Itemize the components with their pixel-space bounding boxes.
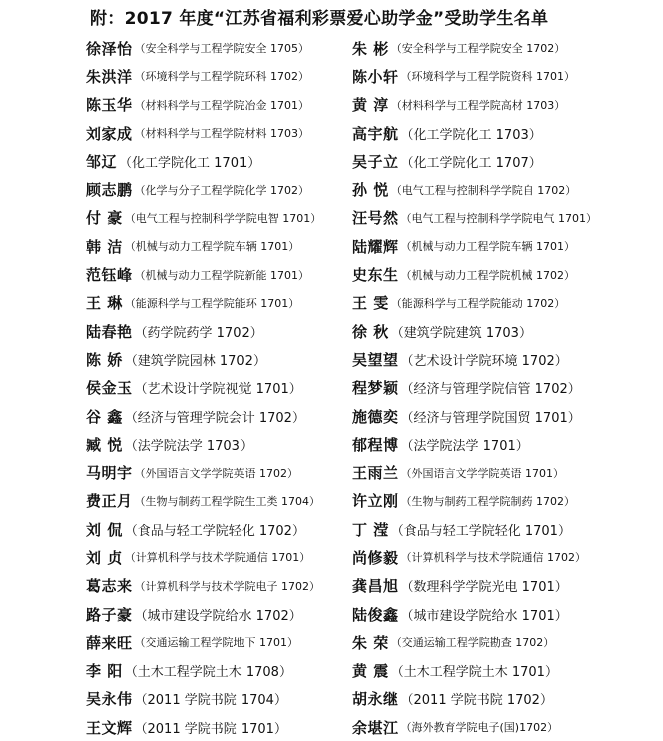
student-affiliation: （经济与管理学院信管 1702）: [400, 382, 581, 398]
list-item: [86, 713, 321, 741]
student-affiliation: （食品与轻工学院轻化 1701）: [390, 523, 571, 539]
student-affiliation: （生物与制药工程学院制药 1702）: [400, 494, 576, 508]
list-item: [86, 289, 321, 317]
list-item: [86, 119, 321, 147]
student-name: 吴永伟: [86, 690, 133, 709]
list-item: [86, 628, 321, 656]
list-item: [86, 232, 321, 260]
list-item: [352, 430, 597, 458]
list-item: [352, 91, 597, 119]
student-affiliation: （法学院法学 1703）: [124, 438, 253, 454]
student-affiliation: （机械与动力工程学院机械 1702）: [400, 268, 576, 282]
student-affiliation: （食品与轻工学院轻化 1702）: [124, 523, 305, 539]
list-item: [86, 600, 321, 628]
student-affiliation: （能源科学与工程学院能动 1702）: [390, 296, 566, 310]
student-affiliation: （计算机科学与技术学院通信 1701）: [124, 551, 311, 565]
list-item: [352, 204, 597, 232]
student-affiliation: （能源科学与工程学院能环 1701）: [124, 296, 300, 310]
list-item: [352, 147, 597, 175]
list-item: [86, 685, 321, 713]
list-item: [352, 175, 597, 203]
student-name: 许立刚: [352, 492, 399, 511]
student-affiliation: （2011 学院书院 1702）: [400, 693, 553, 709]
list-item: [352, 34, 597, 62]
student-affiliation: （化工学院化工 1707）: [400, 155, 542, 171]
student-affiliation: （电气工程与控制科学学院自 1702）: [390, 183, 577, 197]
list-item: [86, 204, 321, 232]
student-affiliation: （外国语言文学学院英语 1701）: [400, 466, 565, 480]
student-name: 韩 洁: [86, 237, 123, 256]
student-affiliation: （环境科学与工程学院环科 1702）: [134, 70, 310, 84]
student-name: 陆春艳: [86, 322, 133, 341]
student-affiliation: （计算机科学与技术学院通信 1702）: [400, 551, 587, 565]
list-item: [352, 685, 597, 713]
list-item: [86, 487, 321, 515]
list-item: [352, 515, 597, 543]
student-name: 朱洪洋: [86, 67, 133, 86]
student-affiliation: （2011 学院书院 1704）: [134, 693, 287, 709]
list-item: [352, 345, 597, 373]
student-name: 葛志来: [86, 577, 133, 596]
student-name: 施德奕: [352, 407, 399, 426]
list-item: [352, 628, 597, 656]
student-name: 谷 鑫: [86, 407, 123, 426]
student-affiliation: （艺术设计学院视觉 1701）: [134, 382, 302, 398]
student-name: 吴子立: [352, 152, 399, 171]
student-name: 马明宇: [86, 464, 133, 483]
list-item: [352, 487, 597, 515]
student-affiliation: （机械与动力工程学院车辆 1701）: [124, 240, 300, 254]
student-affiliation: （城市建设学院给水 1702）: [134, 608, 302, 624]
list-item: [352, 260, 597, 288]
student-affiliation: （艺术设计学院环境 1702）: [400, 353, 568, 369]
right-column: [352, 34, 597, 741]
list-item: [86, 402, 321, 430]
list-item: [352, 543, 597, 571]
student-affiliation: （交通运输工程学院勘查 1702）: [390, 636, 555, 650]
student-affiliation: （生物与制药工程学院生工类 1704）: [134, 494, 321, 508]
student-affiliation: （安全科学与工程学院安全 1705）: [134, 42, 310, 56]
student-affiliation: （机械与动力工程学院新能 1701）: [134, 268, 310, 282]
student-affiliation: （材料科学与工程学院材料 1703）: [134, 127, 310, 141]
student-affiliation: （计算机科学与技术学院电子 1702）: [134, 579, 321, 593]
student-name: 胡永继: [352, 690, 399, 709]
list-item: [352, 458, 597, 486]
student-affiliation: （材料科学与工程学院高材 1703）: [390, 98, 566, 112]
student-affiliation: （药学院药学 1702）: [134, 325, 263, 341]
page-title: 附：2017 年度“江苏省福利彩票爱心助学金”受助学生名单: [90, 9, 549, 29]
student-name: 刘家成: [86, 124, 133, 143]
student-name: 王 雯: [352, 294, 389, 313]
student-affiliation: （城市建设学院给水 1701）: [400, 608, 568, 624]
student-name: 范钰峰: [86, 266, 133, 285]
list-item: [86, 345, 321, 373]
student-name: 路子豪: [86, 605, 133, 624]
list-item: [352, 402, 597, 430]
student-affiliation: （土木工程学院土木 1708）: [124, 665, 292, 681]
list-item: [352, 657, 597, 685]
student-name: 陈 娇: [86, 350, 123, 369]
student-name: 丁 滢: [352, 520, 389, 539]
student-name: 程梦颖: [352, 379, 399, 398]
list-item: [352, 374, 597, 402]
list-item: [86, 260, 321, 288]
list-item: [352, 289, 597, 317]
student-name: 郁程博: [352, 435, 399, 454]
list-item: [86, 34, 321, 62]
student-name: 刘 贞: [86, 548, 123, 567]
list-item: [86, 572, 321, 600]
student-name: 李 阳: [86, 662, 123, 681]
student-name: 邹辽: [86, 152, 118, 171]
student-affiliation: （电气工程与控制科学学院电气 1701）: [400, 211, 598, 225]
student-name: 高宇航: [352, 124, 399, 143]
student-affiliation: （海外教育学院电子(国)1702）: [400, 721, 559, 735]
student-name: 史东生: [352, 266, 399, 285]
student-name: 付 豪: [86, 209, 123, 228]
student-name: 余堪江: [352, 718, 399, 737]
list-item: [86, 430, 321, 458]
student-affiliation: （法学院法学 1701）: [400, 438, 529, 454]
student-affiliation: （建筑学院园林 1702）: [124, 353, 266, 369]
student-affiliation: （机械与动力工程学院车辆 1701）: [400, 240, 576, 254]
list-item: [352, 62, 597, 90]
student-affiliation: （经济与管理学院国贸 1701）: [400, 410, 581, 426]
student-name: 陈玉华: [86, 96, 133, 115]
student-affiliation: （交通运输工程学院地下 1701）: [134, 636, 299, 650]
student-affiliation: （2011 学院书院 1701）: [134, 721, 287, 737]
list-item: [352, 317, 597, 345]
student-name: 王文辉: [86, 718, 133, 737]
student-name: 黄 淳: [352, 96, 389, 115]
student-name: 徐泽怡: [86, 39, 133, 58]
student-name: 龚昌旭: [352, 577, 399, 596]
list-item: [352, 232, 597, 260]
student-affiliation: （环境科学与工程学院资科 1701）: [400, 70, 576, 84]
student-name: 朱 荣: [352, 633, 389, 652]
student-affiliation: （化学与分子工程学院化学 1702）: [134, 183, 310, 197]
list-item: [86, 374, 321, 402]
student-affiliation: （化工学院化工 1703）: [400, 127, 542, 143]
student-name: 费正月: [86, 492, 133, 511]
student-name: 黄 震: [352, 662, 389, 681]
list-item: [86, 317, 321, 345]
student-name: 朱 彬: [352, 39, 389, 58]
student-name: 王 琳: [86, 294, 123, 313]
student-affiliation: （数理科学学院光电 1701）: [400, 580, 568, 596]
student-name: 陆耀辉: [352, 237, 399, 256]
student-name: 顾志鹏: [86, 181, 133, 200]
student-name: 吴望望: [352, 350, 399, 369]
list-item: [352, 713, 597, 741]
student-name: 臧 悦: [86, 435, 123, 454]
student-name: 薛来旺: [86, 633, 133, 652]
list-item: [352, 600, 597, 628]
student-name: 陆俊鑫: [352, 605, 399, 624]
student-name: 侯金玉: [86, 379, 133, 398]
student-name: 刘 侃: [86, 520, 123, 539]
student-affiliation: （化工学院化工 1701）: [119, 155, 261, 171]
list-item: [86, 515, 321, 543]
student-affiliation: （电气工程与控制科学学院电智 1701）: [124, 211, 322, 225]
left-column: [86, 34, 321, 741]
list-item: [352, 572, 597, 600]
student-name: 陈小轩: [352, 67, 399, 86]
student-affiliation: （外国语言文学学院英语 1702）: [134, 466, 299, 480]
student-name: 尚修毅: [352, 548, 399, 567]
student-affiliation: （材料科学与工程学院冶金 1701）: [134, 98, 310, 112]
student-affiliation: （土木工程学院土木 1701）: [390, 665, 558, 681]
student-affiliation: （经济与管理学院会计 1702）: [124, 410, 305, 426]
student-name: 王雨兰: [352, 464, 399, 483]
list-item: [86, 657, 321, 685]
student-affiliation: （安全科学与工程学院安全 1702）: [390, 42, 566, 56]
student-name: 孙 悦: [352, 181, 389, 200]
list-item: [86, 543, 321, 571]
list-item: [86, 458, 321, 486]
student-name: 汪号然: [352, 209, 399, 228]
list-item: [86, 91, 321, 119]
list-item: [352, 119, 597, 147]
list-item: [86, 62, 321, 90]
list-item: [86, 147, 321, 175]
list-item: [86, 175, 321, 203]
student-affiliation: （建筑学院建筑 1703）: [390, 325, 532, 341]
student-name: 徐 秋: [352, 322, 389, 341]
